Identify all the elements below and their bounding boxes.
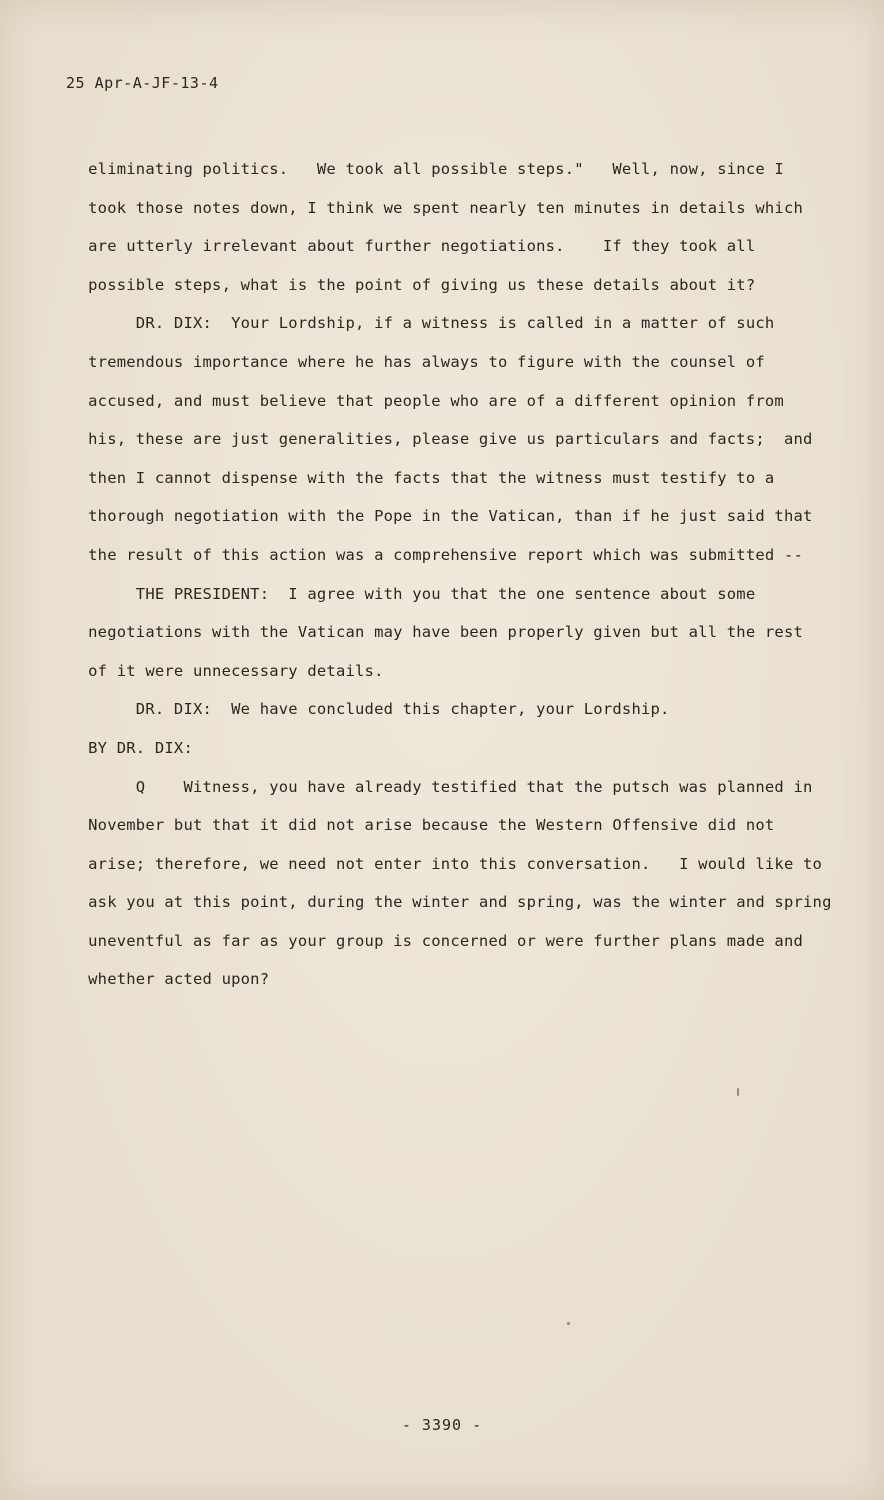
text-line: THE PRESIDENT: I agree with you that the one sentence about some <box>50 584 756 603</box>
text-line: whether acted upon? <box>50 970 270 989</box>
text-line: uneventful as far as your group is concerned or were further plans made and <box>50 931 804 950</box>
text-line: negotiations with the Vatican may have been properly given but all the rest <box>50 623 804 642</box>
text-line: accused, and must believe that people who are of a different opinion from <box>50 391 784 410</box>
text-line: Q Witness, you have already testified that the putsch was planned in <box>50 777 813 796</box>
text-line: thorough negotiation with the Pope in the Vatican, than if he just said that <box>50 507 813 526</box>
paper-speck <box>567 1322 570 1325</box>
text-line: tremendous importance where he has always to figure with the counsel of <box>50 352 765 371</box>
page-number: - 3390 - <box>401 1416 483 1434</box>
text-line: his, these are just generalities, please give us particulars and facts; and <box>50 430 813 449</box>
text-line: of it were unnecessary details. <box>50 661 384 680</box>
text-line: eliminating politics. We took all possible steps." Well, now, since I <box>50 160 784 178</box>
text-line: ask you at this point, during the winter and spring, was the winter and spring <box>50 893 832 912</box>
text-line: DR. DIX: Your Lordship, if a witness is called in a matter of such <box>50 314 775 333</box>
text-line: DR. DIX: We have concluded this chapter, your Lordship. <box>50 700 670 719</box>
text-line: November but that it did not arise because the Western Offensive did not <box>50 816 775 835</box>
text-line: BY DR. DIX: <box>50 738 193 757</box>
text-line: are utterly irrelevant about further negotiations. If they took all <box>50 237 756 256</box>
text-line: the result of this action was a comprehensive report which was submitted -- <box>50 545 804 564</box>
transcript-body <box>50 150 832 999</box>
text-line: took those notes down, I think we spent nearly ten minutes in details which <box>50 198 804 217</box>
text-line: possible steps, what is the point of giving us these details about it? <box>50 275 756 294</box>
paper-mark <box>737 1088 739 1096</box>
text-line: arise; therefore, we need not enter into this conversation. I would like to <box>50 854 823 873</box>
document-header: 25 Apr-A-JF-13-4 <box>66 74 219 92</box>
text-line: then I cannot dispense with the facts that the witness must testify to a <box>50 468 775 487</box>
